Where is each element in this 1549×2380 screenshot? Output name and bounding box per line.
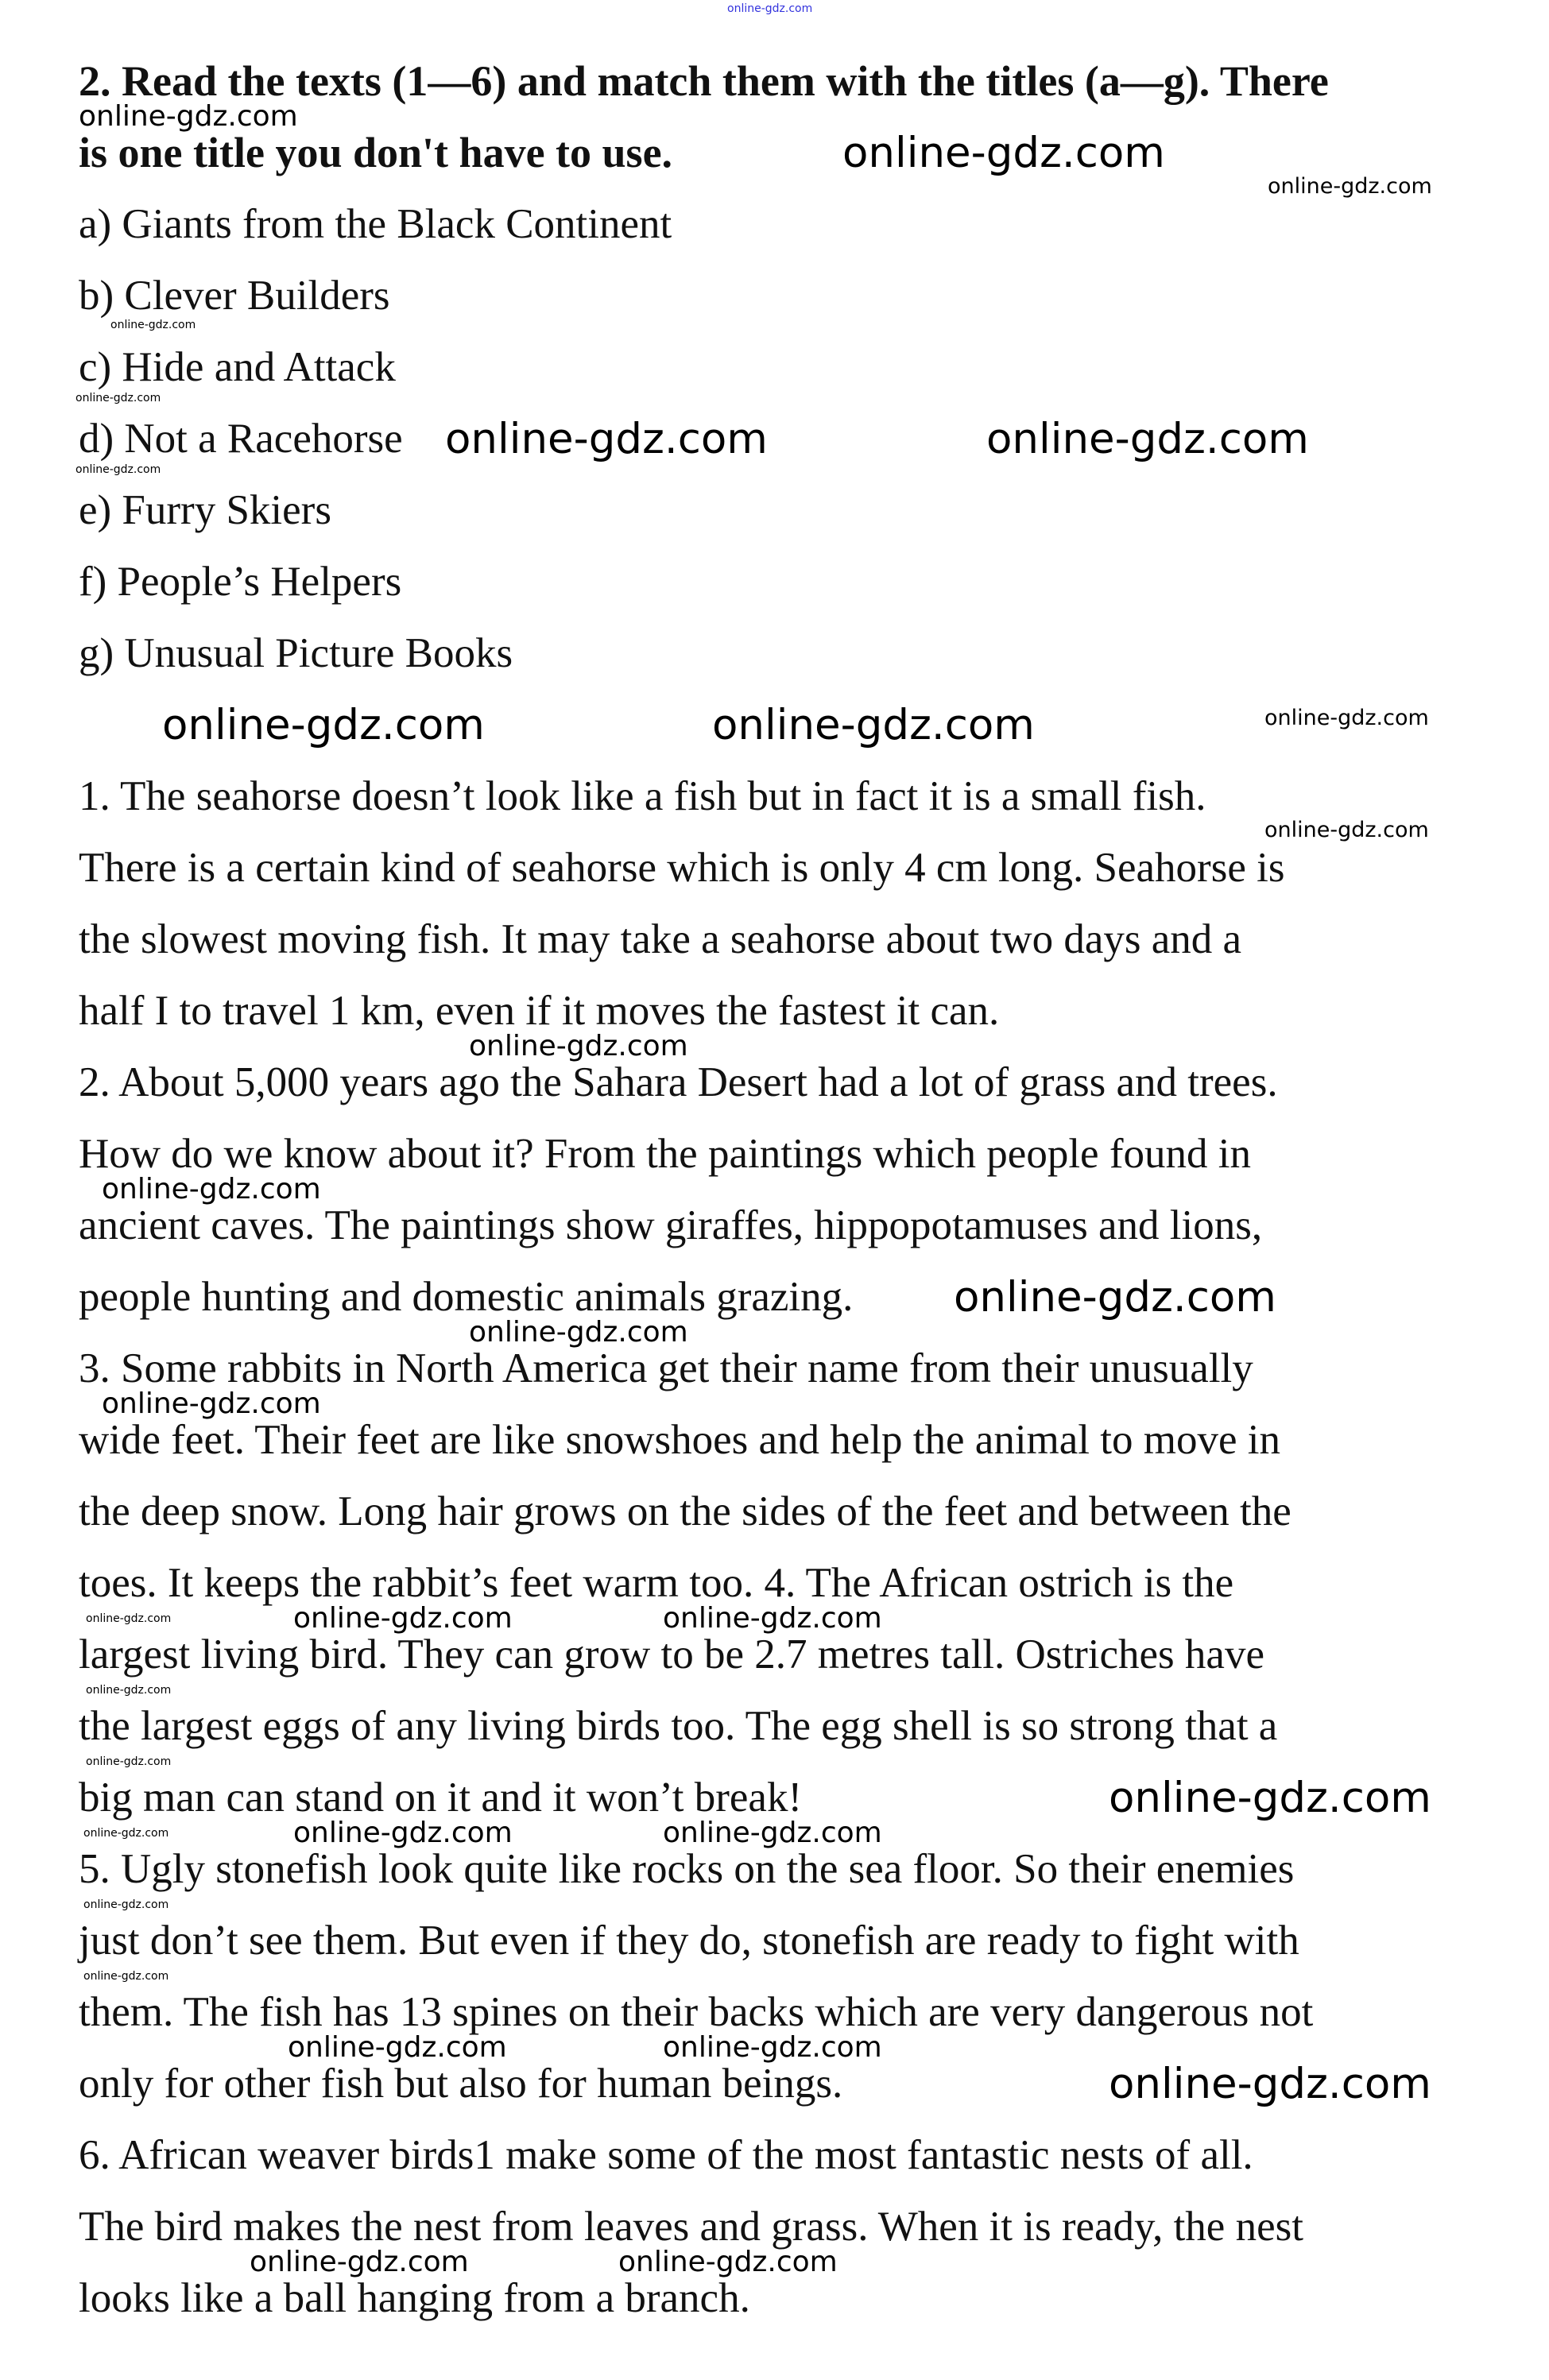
watermark: online-gdz.com (663, 1602, 882, 1635)
watermark: online-gdz.com (79, 100, 298, 133)
text-line: the deep snow. Long hair grows on the sides of the feet and between the (79, 1488, 1291, 1534)
watermark: online-gdz.com (954, 1273, 1276, 1322)
text-line: people hunting and domestic animals grazing. (79, 1274, 854, 1320)
watermark: online-gdz.com (162, 701, 485, 749)
text-line: just don’t see them. But even if they do, stonefish are ready to fight with (79, 1918, 1299, 1964)
text-line: 2. About 5,000 years ago the Sahara Desert had a lot of grass and trees. (79, 1059, 1278, 1105)
task-heading: 2. Read the texts (1—6) and match them with the titles (a—g). There (79, 57, 1329, 105)
text-line: only for other fish but also for human beings. (79, 2061, 843, 2107)
watermark: online-gdz.com (469, 1030, 688, 1062)
title-option: g) Unusual Picture Books (79, 630, 513, 676)
text-line: wide feet. Their feet are like snowshoes and help the animal to move in (79, 1417, 1280, 1463)
watermark: online-gdz.com (83, 1970, 169, 1983)
watermark: online-gdz.com (469, 1316, 688, 1349)
text-line: The bird makes the nest from leaves and grass. When it is ready, the nest (79, 2204, 1303, 2250)
watermark: online-gdz.com (663, 1817, 882, 1849)
title-option: c) Hide and Attack (79, 344, 396, 390)
watermark: online-gdz.com (293, 1602, 513, 1635)
text-line: ancient caves. The paintings show giraffes, hippopotamuses and lions, (79, 1202, 1263, 1248)
watermark: online-gdz.com (1109, 2060, 1431, 2108)
title-option: b) Clever Builders (79, 273, 390, 319)
text-line: How do we know about it? From the paintings which people found in (79, 1131, 1251, 1177)
text-line: 6. African weaver birds1 make some of the most fantastic nests of all. (79, 2132, 1253, 2178)
text-line: big man can stand on it and it won’t break! (79, 1774, 803, 1821)
watermark: online-gdz.com (986, 415, 1309, 463)
text-line: 3. Some rabbits in North America get their name from their unusually (79, 1345, 1253, 1391)
text-line: toes. It keeps the rabbit’s feet warm too. 4. The African ostrich is the (79, 1560, 1234, 1606)
watermark: online-gdz.com (83, 1898, 169, 1911)
watermark: online-gdz.com (1264, 818, 1429, 842)
title-option: a) Giants from the Black Continent (79, 201, 672, 247)
watermark: online-gdz.com (712, 701, 1035, 749)
watermark: online-gdz.com (1264, 706, 1429, 730)
watermark: online-gdz.com (102, 1387, 321, 1420)
title-option: e) Furry Skiers (79, 487, 331, 533)
watermark: online-gdz.com (76, 392, 161, 404)
title-option: f) People’s Helpers (79, 559, 402, 605)
watermark: online-gdz.com (618, 2246, 838, 2278)
text-line: the largest eggs of any living birds too. The egg shell is so strong that a (79, 1703, 1278, 1749)
title-option: d) Not a Racehorse (79, 416, 403, 462)
watermark: online-gdz.com (288, 2031, 507, 2064)
text-line: largest living bird. They can grow to be 2.7 metres tall. Ostriches have (79, 1631, 1264, 1678)
watermark: online-gdz.com (842, 129, 1165, 177)
watermark: online-gdz.com (445, 415, 768, 463)
watermark: online-gdz.com (86, 1755, 172, 1768)
watermark: online-gdz.com (250, 2246, 469, 2278)
task-heading: is one title you don't have to use. (79, 129, 673, 176)
watermark: online-gdz.com (663, 2031, 882, 2064)
watermark: online-gdz.com (727, 2, 813, 15)
text-line: half I to travel 1 km, even if it moves the fastest it can. (79, 988, 1000, 1034)
watermark: online-gdz.com (293, 1817, 513, 1849)
text-line: 1. The seahorse doesn’t look like a fish but in fact it is a small fish. (79, 773, 1206, 819)
text-line: There is a certain kind of seahorse which is only 4 cm long. Seahorse is (79, 845, 1285, 891)
watermark: online-gdz.com (86, 1612, 172, 1625)
text-line: the slowest moving fish. It may take a seahorse about two days and a (79, 916, 1242, 962)
watermark: online-gdz.com (1268, 174, 1432, 199)
text-line: looks like a ball hanging from a branch. (79, 2275, 750, 2321)
watermark: online-gdz.com (110, 319, 196, 331)
watermark: online-gdz.com (86, 1684, 172, 1697)
watermark: online-gdz.com (76, 463, 161, 476)
watermark: online-gdz.com (102, 1173, 321, 1205)
text-line: 5. Ugly stonefish look quite like rocks on the sea floor. So their enemies (79, 1846, 1295, 1892)
text-line: them. The fish has 13 spines on their backs which are very dangerous not (79, 1989, 1314, 2035)
watermark: online-gdz.com (1109, 1774, 1431, 1822)
watermark: online-gdz.com (83, 1827, 169, 1840)
